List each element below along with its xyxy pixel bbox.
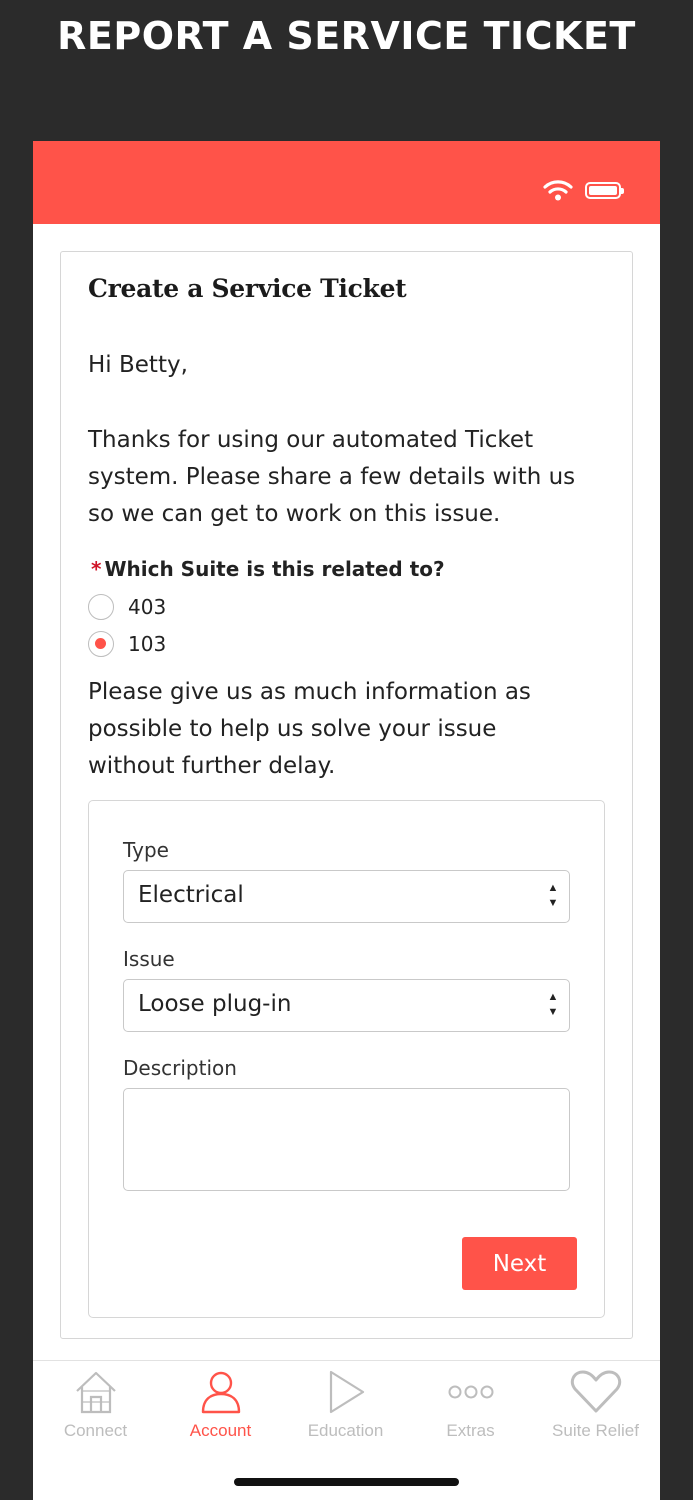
battery-icon: [585, 182, 621, 199]
status-bar: [33, 141, 660, 224]
next-button[interactable]: Next: [462, 1237, 577, 1290]
greeting-text: Hi Betty,: [88, 352, 188, 378]
tab-suite-relief[interactable]: Suite Relief: [533, 1361, 658, 1451]
wifi-icon: [543, 179, 573, 201]
tab-connect[interactable]: Connect: [33, 1361, 158, 1451]
description-textarea[interactable]: [123, 1088, 570, 1191]
promo-title: REPORT A SERVICE TICKET: [57, 14, 636, 58]
radio-label: 103: [128, 632, 167, 656]
radio-button[interactable]: [88, 631, 114, 657]
type-value: Electrical: [138, 882, 244, 908]
card-title: Create a Service Ticket: [88, 274, 407, 303]
description-label: Description: [123, 1056, 237, 1080]
suite-option-103[interactable]: [88, 631, 166, 657]
issue-select[interactable]: [123, 979, 570, 1032]
radio-label: 403: [128, 595, 167, 619]
select-arrows-icon: ▲ ▼: [547, 991, 559, 1018]
issue-details-box: [88, 800, 605, 1318]
suite-question: * Which Suite is this related to?: [91, 557, 445, 581]
type-label: Type: [123, 838, 169, 862]
home-indicator[interactable]: [234, 1478, 459, 1486]
person-icon: [198, 1369, 244, 1415]
radio-button[interactable]: [88, 594, 114, 620]
service-ticket-card: [60, 251, 633, 1339]
required-marker: *: [91, 557, 102, 581]
tab-account[interactable]: Account: [158, 1361, 283, 1451]
heart-icon: [570, 1369, 622, 1415]
phone-screen: [33, 141, 660, 1500]
play-icon: [323, 1369, 369, 1415]
issue-label: Issue: [123, 947, 175, 971]
tab-education[interactable]: Education: [283, 1361, 408, 1451]
suite-option-403[interactable]: [88, 594, 166, 620]
tab-extras[interactable]: Extras: [408, 1361, 533, 1451]
issue-value: Loose plug-in: [138, 991, 292, 1017]
type-select[interactable]: [123, 870, 570, 923]
home-icon: [73, 1369, 119, 1415]
intro-text: Thanks for using our automated Ticket system. Please share a few details with us so we can get to work on this issue.: [88, 427, 576, 527]
info-text: Please give us as much information as possible to help us solve your issue without further delay.: [88, 679, 531, 779]
more-icon: [448, 1369, 494, 1415]
select-arrows-icon: ▲ ▼: [547, 882, 559, 909]
